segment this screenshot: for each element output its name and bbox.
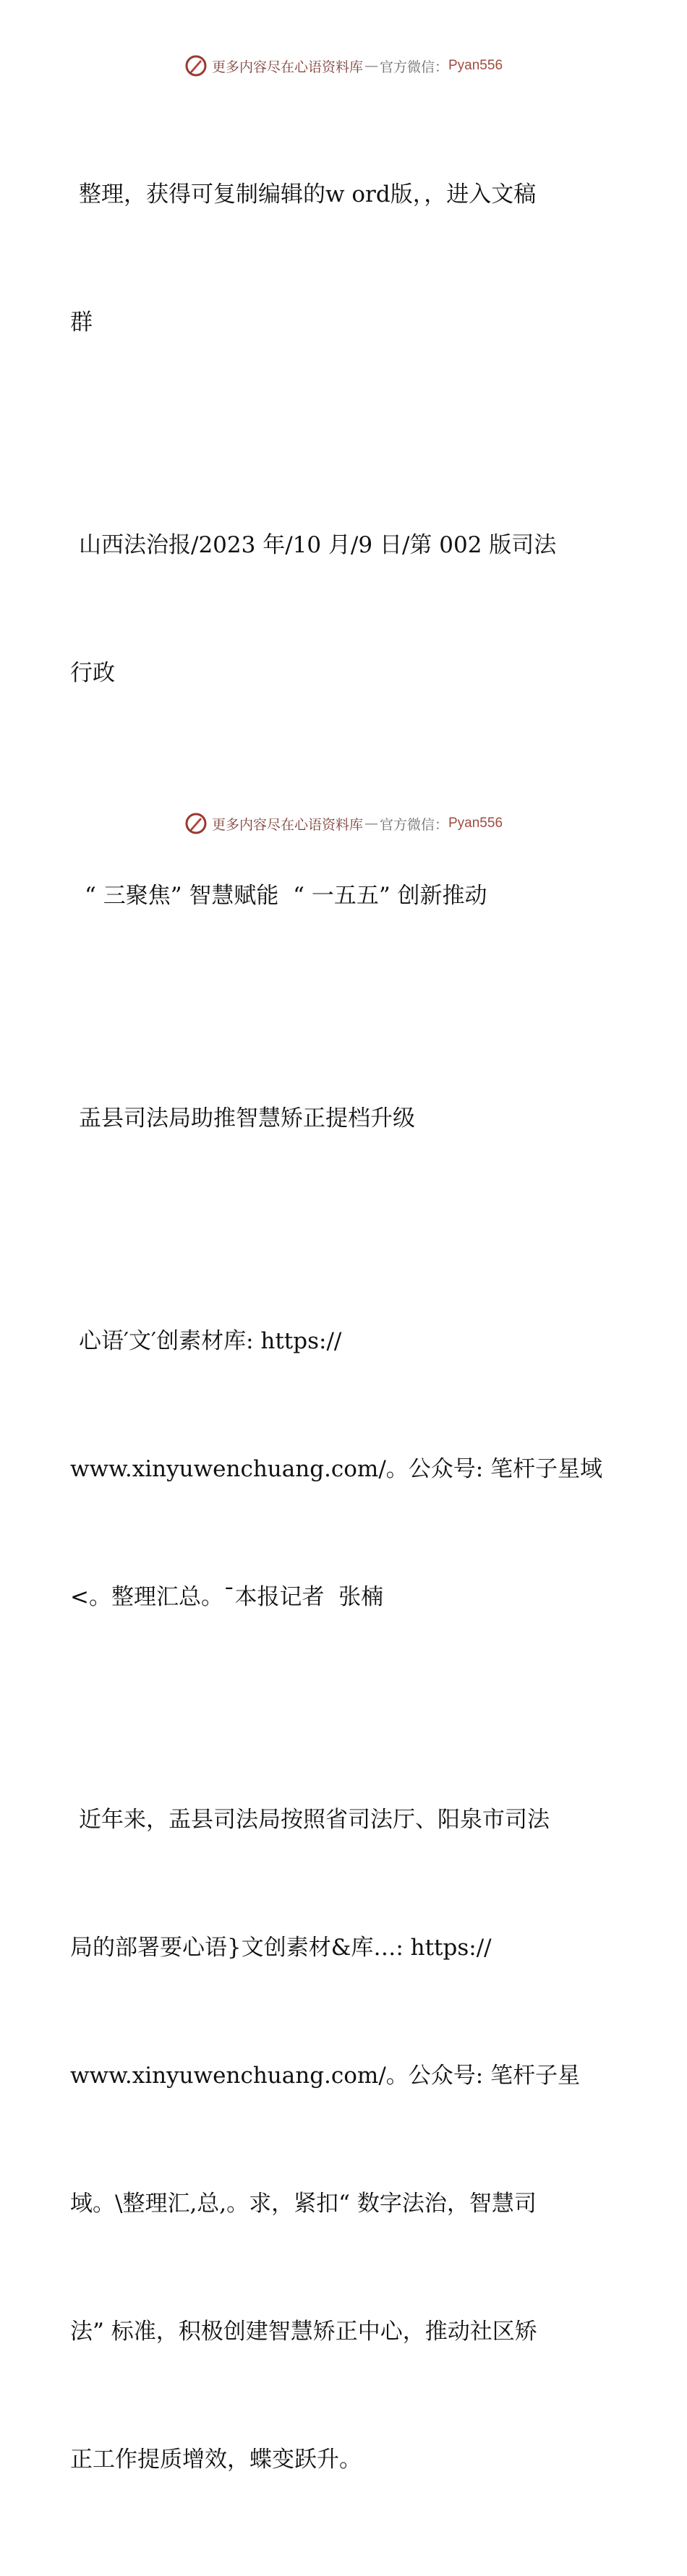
text-line: 心语′文′创素材库: https:// [79,1328,342,1354]
banner-wechat-label: 官方微信： [379,816,448,833]
banner-separator: — [364,58,378,74]
text-line: 局的部署要心语}文创素材&库…: https:// [70,1935,492,1961]
source-paragraph [70,439,620,780]
intro-paragraph [70,88,620,429]
banner-site-text: 更多内容尽在心语资料库 [211,59,363,75]
banner-separator: — [364,816,378,831]
text-line: “ 三聚焦” 智慧赋能 “ 一五五” 创新推动 [85,883,487,909]
text-line: 整理，获得可复制编辑的w ord版，，进入文稿 [79,181,537,207]
text-line: 法” 标准，积极创建智慧矫正中心，推动社区矫 [70,2319,537,2345]
document-body [70,88,620,2576]
body-paragraph [70,1713,620,2567]
text-line: 山西法治报/2023 年/10 月/9 日/第 002 版司法 [79,532,557,558]
text-line: 正工作提质增效，蝶变跃升。 [70,2447,362,2473]
text-line: 盂县司法局助推智慧矫正提档升级 [79,1105,415,1131]
text-line: <。整理汇总。¯本报记者 张楠 [70,1584,384,1610]
header-watermark-banner [0,51,687,80]
footer-watermark-banner [0,809,687,838]
text-line: 域。\整理汇,总,。求，紧扣“ 数字法治，智慧司 [70,2191,537,2217]
banner-wechat-id: Pyan556 [448,58,503,73]
text-line: www.xinyuwenchuang.com/。公众号: 笔杆子星 [70,2063,581,2089]
headline-title [70,1012,620,1225]
banner-wechat-id: Pyan556 [448,816,503,831]
text-line: 行政 [70,660,115,686]
text-line: 群 [70,309,93,335]
text-line: www.xinyuwenchuang.com/。公众号: 笔杆子星域 [70,1456,603,1482]
banner-wechat-label: 官方微信： [379,59,448,75]
quill-logo-icon [184,54,208,77]
byline-paragraph [70,1235,620,1704]
quill-logo-icon [184,812,208,835]
banner-site-text: 更多内容尽在心语资料库 [211,816,363,833]
text-line: 近年来，盂县司法局按照省司法厅、阳泉市司法 [79,1807,550,1833]
